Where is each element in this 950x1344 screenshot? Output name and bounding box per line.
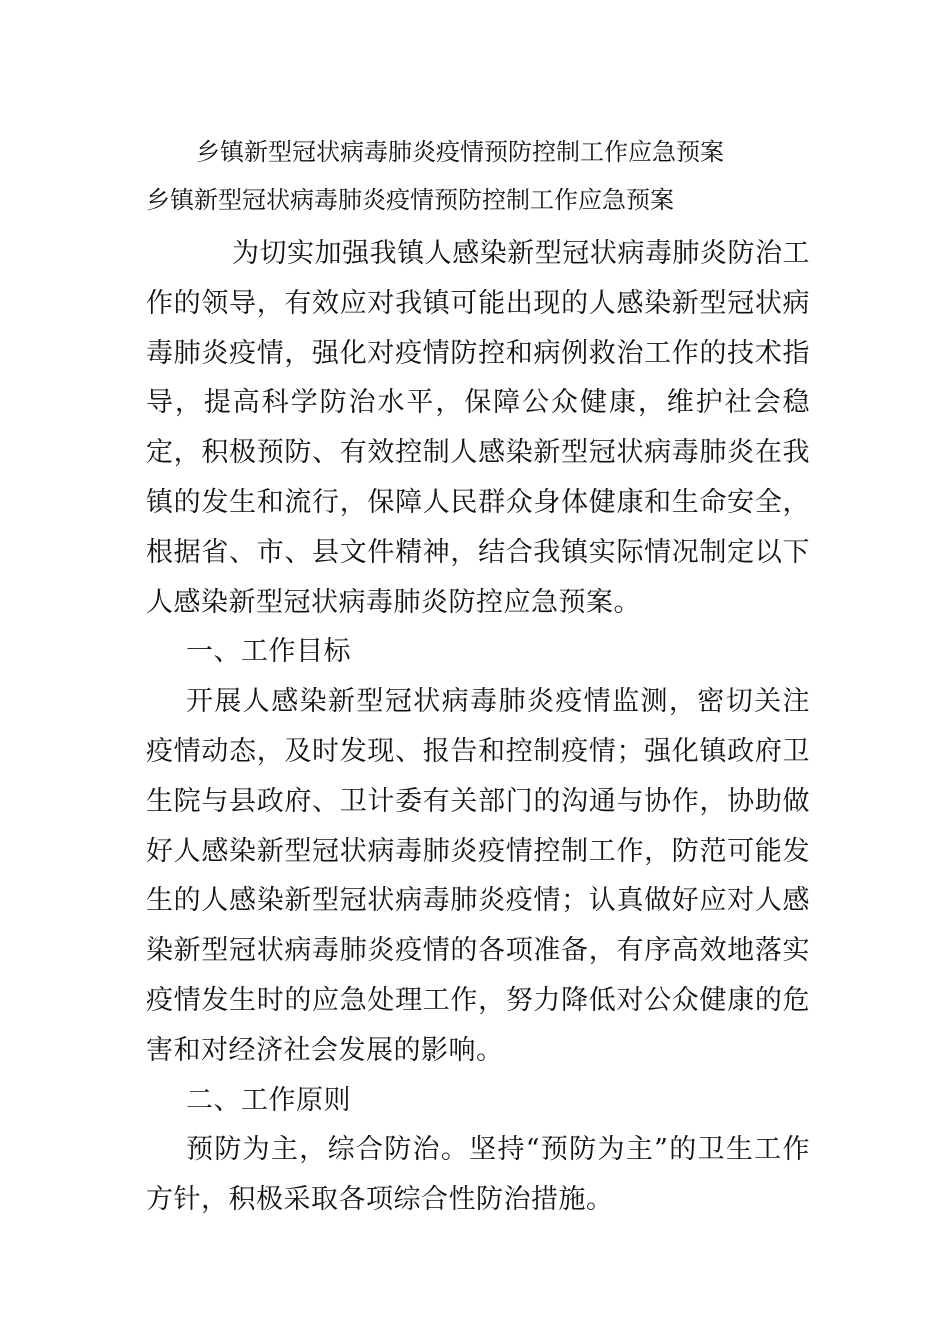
- goals-paragraph: 开展人感染新型冠状病毒肺炎疫情监测，密切关注疫情动态，及时发现、报告和控制疫情；强化镇政府卫生院与县政府、卫计委有关部门的沟通与协作，协助做好人感染新型冠状病毒肺炎疫情控制工作，防范可能发生的人感染新型冠状病毒肺炎疫情；认真做好应对人感染新型冠状病毒肺炎疫情的各项准备，有序高效地落实疫情发生时的应急处理工作，努力降低对公众健康的危害和对经济社会发展的影响。: [146, 686, 810, 1066]
- document-body: [146, 229, 810, 1225]
- intro-paragraph: 为切实加强我镇人感染新型冠状病毒肺炎防治工作的领导，有效应对我镇可能出现的人感染新型冠状病毒肺炎疫情，强化对疫情防控和病例救治工作的技术指导，提高科学防治水平，保障公众健康，维护社会稳定，积极预防、有效控制人感染新型冠状病毒肺炎在我镇的发生和流行，保障人民群众身体健康和生命安全，根据省、市、县文件精神，结合我镇实际情况制定以下人感染新型冠状病毒肺炎防控应急预案。: [146, 238, 810, 618]
- document-subtitle: 乡镇新型冠状病毒肺炎疫情预防控制工作应急预案: [146, 186, 674, 214]
- section-heading-goals: 一、工作目标: [186, 636, 351, 668]
- principles-paragraph: 预防为主，综合防治。坚持“预防为主”的卫生工作方针，积极采取各项综合性防治措施。: [146, 1134, 810, 1216]
- document-title: 乡镇新型冠状病毒肺炎疫情预防控制工作应急预案: [196, 138, 724, 166]
- section-heading-principles: 二、工作原则: [186, 1084, 351, 1116]
